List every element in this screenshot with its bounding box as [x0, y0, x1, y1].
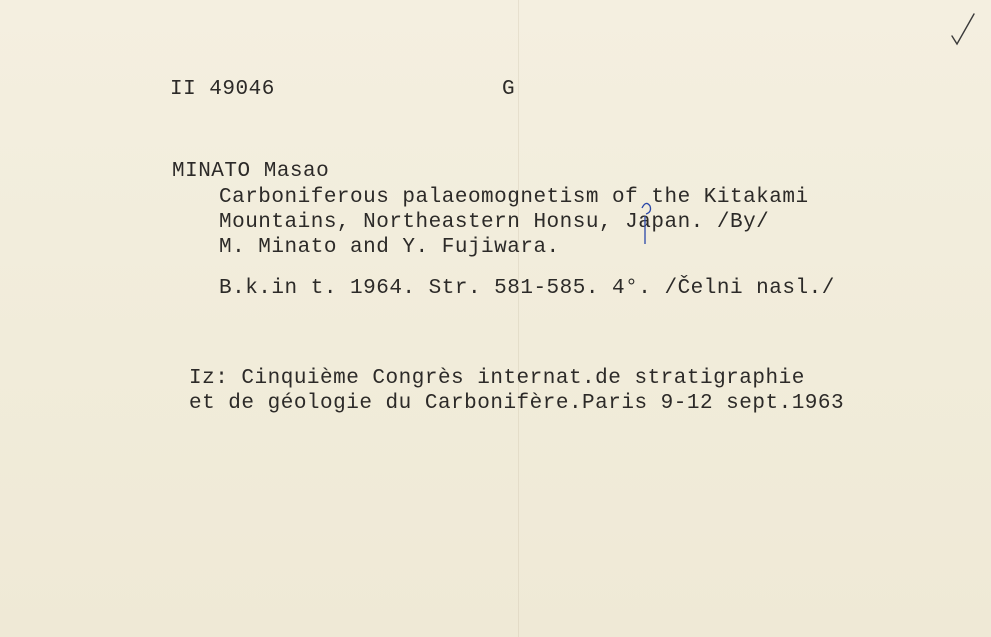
check-mark: [948, 12, 978, 52]
source-line: et de géologie du Carbonifère.Paris 9-12 sept.1963: [189, 392, 845, 415]
source-line: Iz: Cinquième Congrès internat.de stratigraphie: [189, 367, 805, 390]
title-line: Mountains, Northeastern Honsu, Japan. /By/: [219, 211, 770, 234]
author-heading: MINATO Masao: [172, 160, 330, 183]
handwritten-correction-mark: [636, 198, 660, 248]
class-letter: G: [502, 78, 516, 101]
title-line: Carboniferous palaeomognetism of the Kitakami: [219, 186, 809, 209]
title-line: M. Minato and Y. Fujiwara.: [219, 236, 560, 259]
card-fold-crease: [518, 0, 519, 637]
call-number: II 49046: [170, 78, 275, 101]
imprint-line: B.k.in t. 1964. Str. 581-585. 4°. /Čelni nasl./: [219, 277, 835, 300]
